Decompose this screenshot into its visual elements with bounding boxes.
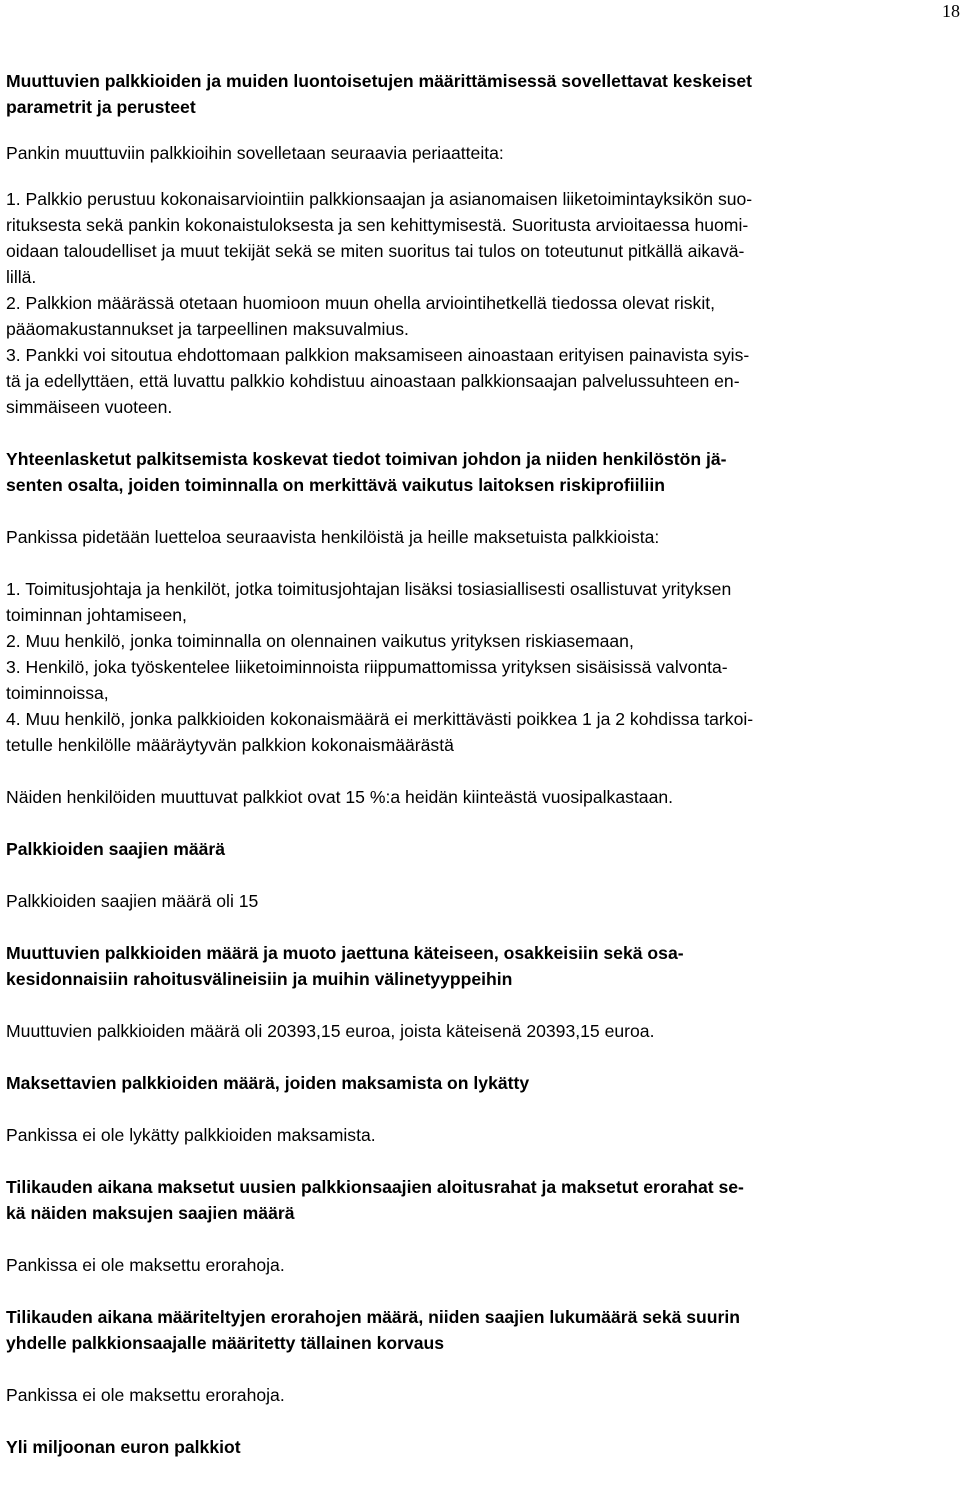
list-line: tä ja edellyttäen, että luvattu palkkio kohdistuu ainoastaan palkkionsaajan palvelussuhteen en- [6,371,740,391]
section-variable-pay-form [6,940,951,1044]
section-paragraph: Muuttuvien palkkioiden määrä oli 20393,15 euroa, joista käteisenä 20393,15 euroa. [6,1021,655,1041]
list-line: toiminnoissa, [6,683,109,703]
heading-line: Yhteenlasketut palkitsemista koskevat tiedot toimivan johdon ja niiden henkilöstön jä- [6,449,727,469]
section-million-euro-pay [6,1434,951,1460]
list-line: 3. Henkilö, joka työskentelee liiketoiminnoista riippumattomissa yrityksen sisäisissä valvonta- [6,657,728,677]
heading-line: kä näiden maksujen saajien määrä [6,1203,295,1223]
list-line: 2. Palkkion määrässä otetaan huomioon muun ohella arviointihetkellä tiedossa olevat riskit, [6,293,716,313]
section-paragraph: Pankissa ei ole maksettu erorahoja. [6,1385,285,1405]
list-line: 3. Pankki voi sitoutua ehdottomaan palkkion maksamiseen ainoastaan erityisen painavista syis- [6,345,750,365]
section-heading [6,1434,951,1460]
section-variable-pay-parameters [6,68,951,420]
heading-line: yhdelle palkkionsaajalle määritetty tällainen korvaus [6,1333,445,1353]
document-body [6,68,951,1460]
heading-line: Maksettavien palkkioiden määrä, joiden maksamista on lykätty [6,1073,530,1093]
list-line: 1. Palkkio perustuu kokonaisarviointiin palkkionsaajan ja asianomaisen liiketoimintayksikön suo- [6,189,753,209]
section-paragraph: Pankissa ei ole lykätty palkkioiden maksamista. [6,1125,376,1145]
list-line: rituksesta sekä pankin kokonaistuloksesta ja sen kehittymisestä. Suoritusta arvioitaessa huomi- [6,215,749,235]
section-heading [6,446,951,498]
list-line: simmäiseen vuoteen. [6,397,173,417]
heading-line: Tilikauden aikana maksetut uusien palkkionsaajien aloitusrahat ja maksetut erorahat se- [6,1177,744,1197]
section-aggregate-remuneration [6,446,951,810]
list-line: lillä. [6,267,37,287]
list-line: 4. Muu henkilö, jonka palkkioiden kokonaismäärä ei merkittävästi poikkea 1 ja 2 kohdissa tarkoi- [6,709,754,729]
section-paragraph: Palkkioiden saajien määrä oli 15 [6,891,259,911]
heading-line: Yli miljoonan euron palkkiot [6,1437,241,1457]
heading-line: parametrit ja perusteet [6,97,196,117]
section-heading [6,68,951,120]
section-signon-severance [6,1174,951,1278]
section-paragraph: Näiden henkilöiden muuttuvat palkkiot ovat 15 %:a heidän kiinteästä vuosipalkastaan. [6,787,674,807]
heading-line: Muuttuvien palkkioiden määrä ja muoto jaettuna käteiseen, osakkeisiin sekä osa- [6,943,684,963]
section-heading [6,1304,951,1356]
section-deferred-pay [6,1070,951,1148]
section-heading [6,1174,951,1226]
principles-list [6,186,951,420]
heading-line: Muuttuvien palkkioiden ja muiden luontoisetujen määrittämisessä sovellettavat keskeiset [6,71,753,91]
list-line: tetulle henkilölle määräytyvän palkkion kokonaismäärästä [6,735,454,755]
persons-list [6,576,951,758]
section-heading [6,836,951,862]
list-line: 2. Muu henkilö, jonka toiminnalla on olennainen vaikutus yrityksen riskiasemaan, [6,631,634,651]
heading-line: Tilikauden aikana määriteltyjen erorahojen määrä, niiden saajien lukumäärä sekä suurin [6,1307,741,1327]
section-paragraph: Pankissa pidetään luetteloa seuraavista henkilöistä ja heille maksetuista palkkioista: [6,527,660,547]
section-defined-severance [6,1304,951,1408]
list-line: pääomakustannukset ja tarpeellinen maksuvalmius. [6,319,409,339]
section-paragraph: Pankissa ei ole maksettu erorahoja. [6,1255,285,1275]
section-heading [6,1070,951,1096]
heading-line: senten osalta, joiden toiminnalla on merkittävä vaikutus laitoksen riskiprofiiliin [6,475,665,495]
heading-line: kesidonnaisiin rahoitusvälineisiin ja muihin välinetyyppeihin [6,969,513,989]
section-recipients-count [6,836,951,914]
list-line: oidaan taloudelliset ja muut tekijät sekä se miten suoritus tai tulos on toteutunut pitkällä aikavä- [6,241,745,261]
section-heading [6,940,951,992]
list-line: 1. Toimitusjohtaja ja henkilöt, jotka toimitusjohtajan lisäksi tosiasiallisesti osallistuvat yrityksen [6,579,732,599]
heading-line: Palkkioiden saajien määrä [6,839,226,859]
list-line: toiminnan johtamiseen, [6,605,187,625]
section-paragraph: Pankin muuttuviin palkkioihin sovelletaan seuraavia periaatteita: [6,143,504,163]
page-number: 18 [942,1,960,21]
